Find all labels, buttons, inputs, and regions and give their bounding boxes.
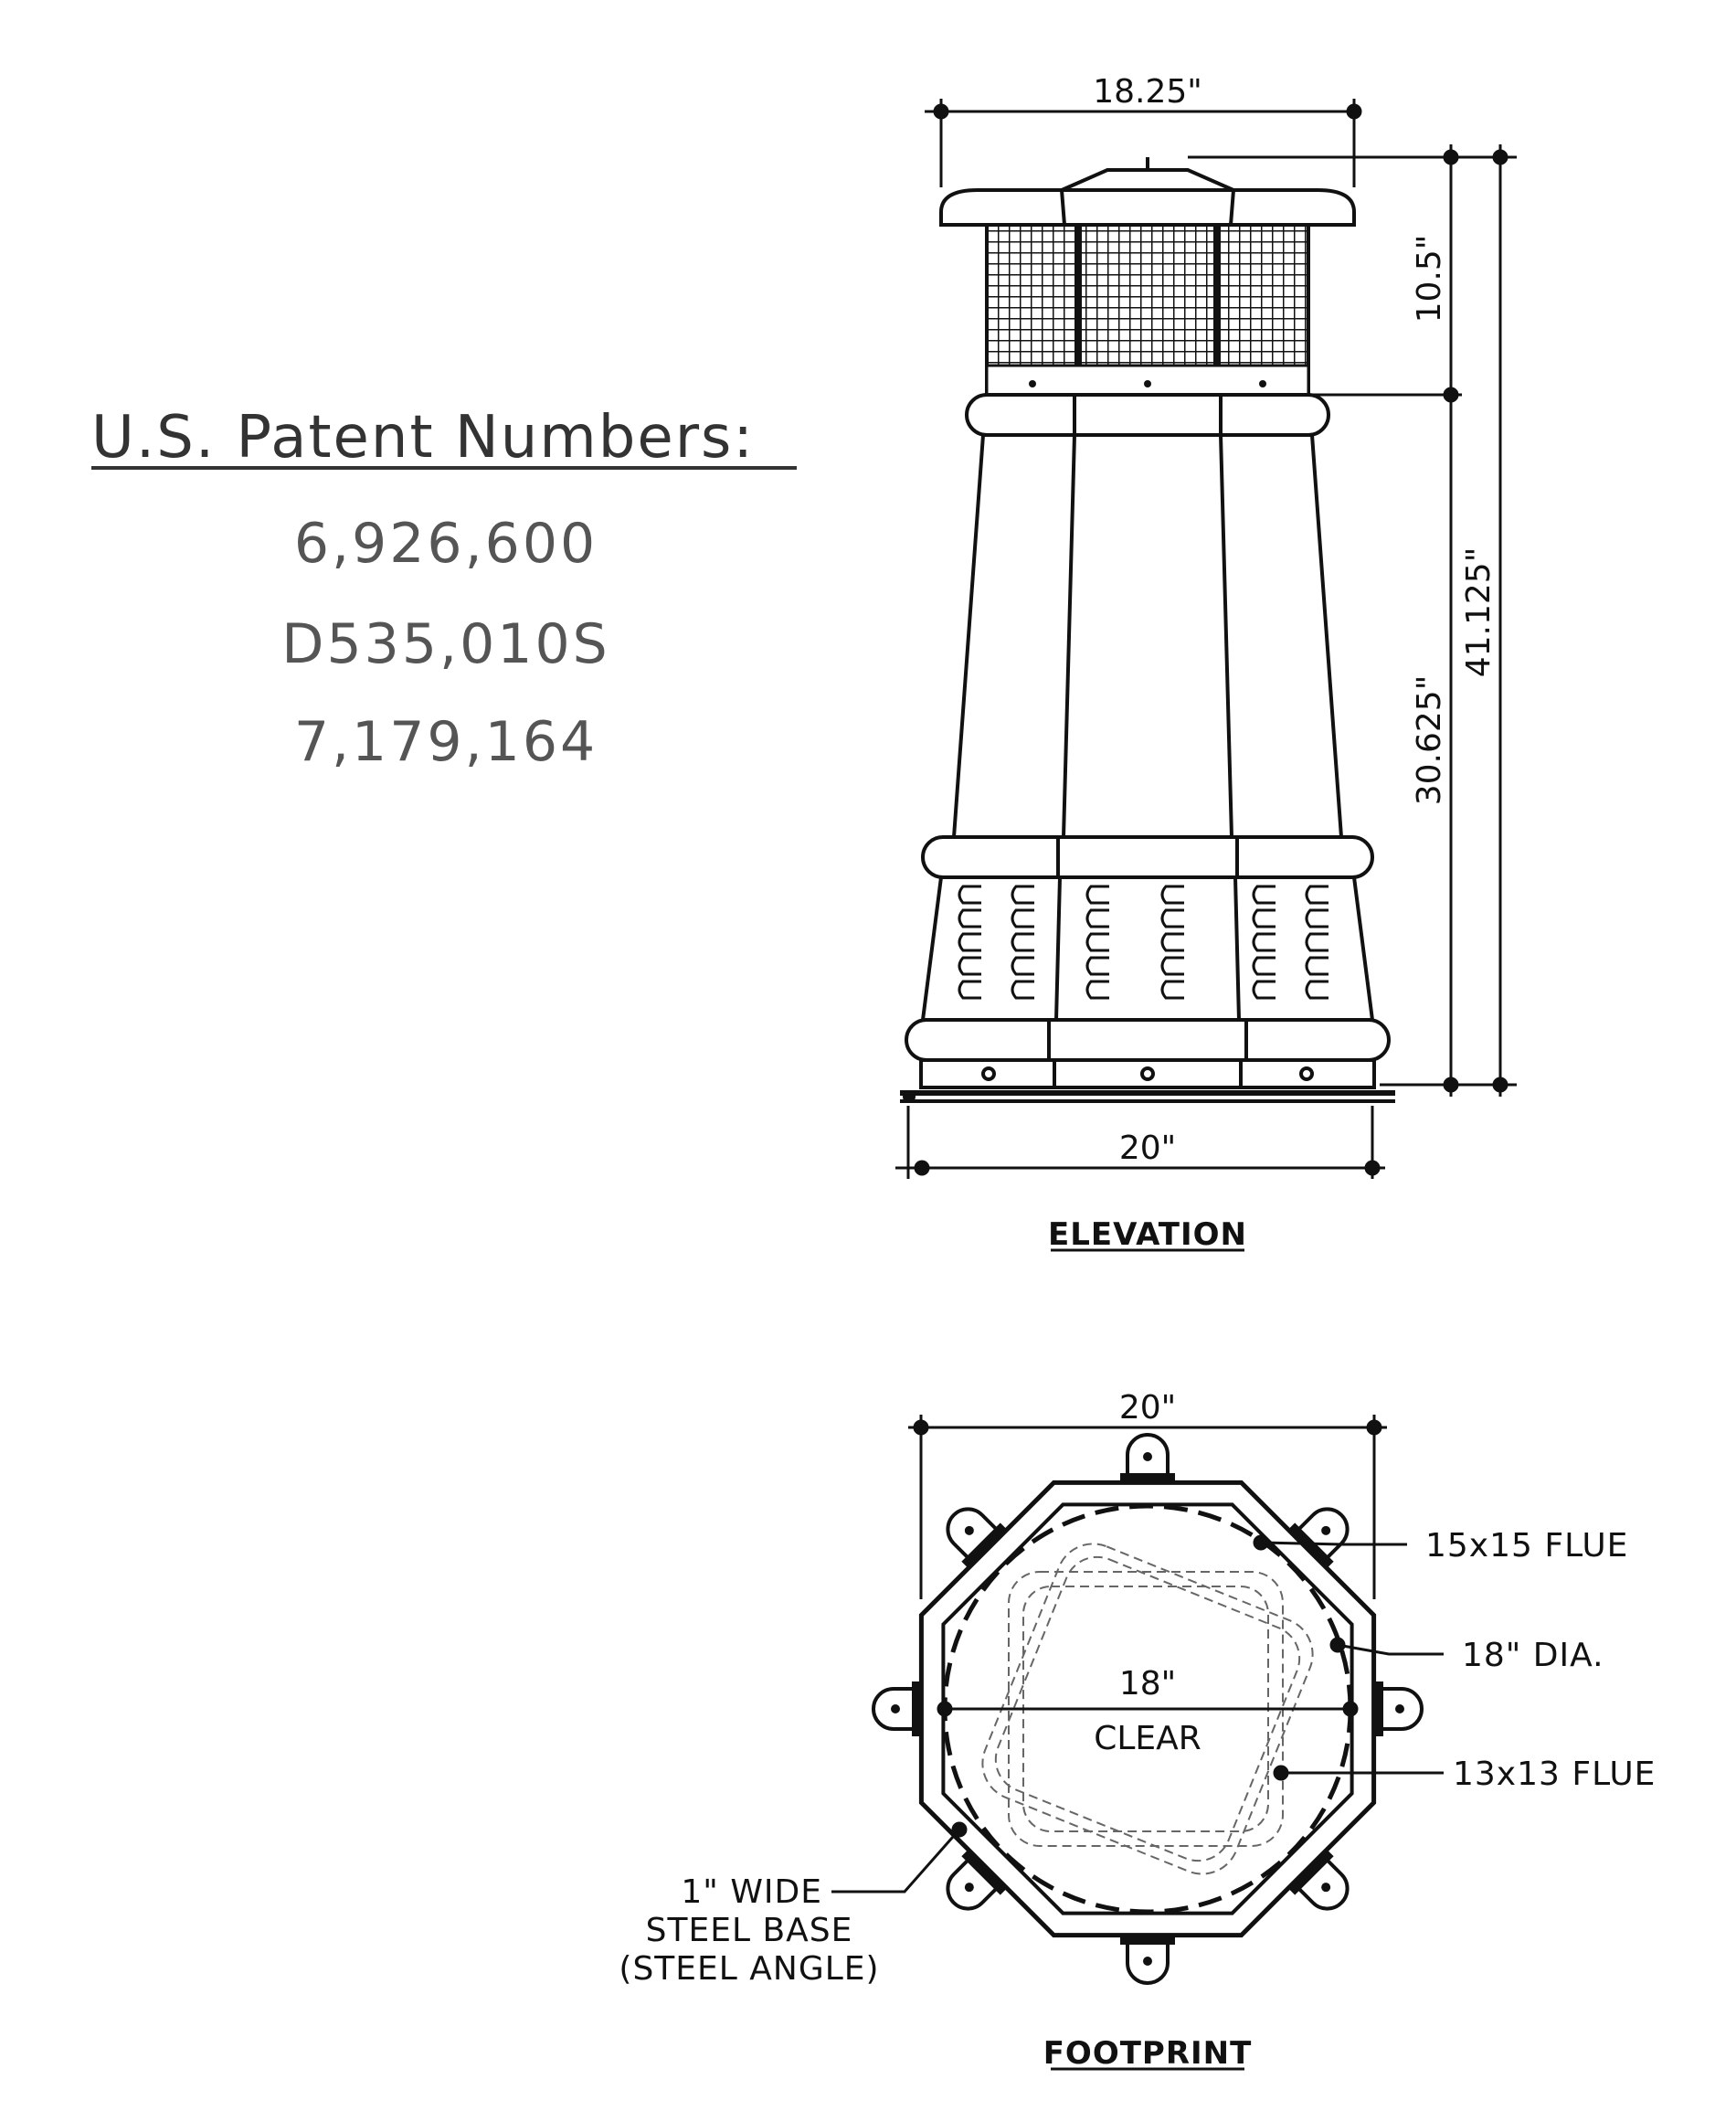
upper-band <box>967 395 1328 435</box>
mounting-tab <box>1287 1849 1361 1923</box>
callout-base-line3: (STEEL ANGLE) <box>619 1950 880 1988</box>
lower-band <box>906 1020 1389 1060</box>
mounting-tab <box>1372 1681 1422 1736</box>
middle-band <box>923 837 1372 877</box>
callout-18-dia: 18" DIA. <box>1462 1637 1604 1674</box>
patent-block <box>91 404 797 774</box>
elevation-view <box>895 73 1517 1253</box>
patent-number-1: 6,926,600 <box>293 512 598 576</box>
cap-roof <box>941 157 1354 225</box>
mounting-tab <box>935 1496 1009 1570</box>
callout-13x13-flue: 13x13 FLUE <box>1453 1756 1657 1793</box>
louver-section <box>923 877 1372 1020</box>
fp-dim-width-label: 20" <box>1118 1389 1177 1427</box>
mounting-tab <box>1120 1435 1175 1484</box>
patent-title: U.S. Patent Numbers: <box>91 404 755 472</box>
elevation-title: ELEVATION <box>1048 1216 1247 1253</box>
fp-clear-dim <box>938 1703 1357 1715</box>
fp-clear-value: 18" <box>1118 1665 1177 1703</box>
base-skirt <box>900 1060 1395 1101</box>
mounting-tab <box>935 1849 1009 1923</box>
dim-bottom-width-label: 20" <box>1118 1130 1177 1167</box>
mounting-tab <box>1287 1496 1361 1570</box>
mesh-section <box>987 225 1308 395</box>
dim-total-height-label: 41.125" <box>1460 546 1498 678</box>
dim-cap-height-label: 10.5" <box>1411 234 1448 324</box>
callout-base-line1: 1" WIDE <box>681 1873 822 1911</box>
dim-body-height-label: 30.625" <box>1411 674 1448 806</box>
footprint-title: FOOTPRINT <box>1043 2035 1253 2072</box>
dim-top-width-label: 18.25" <box>1093 73 1202 111</box>
fp-clear-label: CLEAR <box>1094 1720 1201 1757</box>
patent-number-2: D535,010S <box>281 612 610 676</box>
mounting-tab <box>1120 1934 1175 1983</box>
tapered-body <box>954 435 1341 837</box>
callout-base-line2: STEEL BASE <box>645 1912 853 1949</box>
footprint-view <box>619 1389 1656 2072</box>
mounting-tab <box>873 1681 923 1736</box>
patent-number-3: 7,179,164 <box>293 710 598 774</box>
callout-15x15-flue: 15x15 FLUE <box>1425 1527 1629 1565</box>
